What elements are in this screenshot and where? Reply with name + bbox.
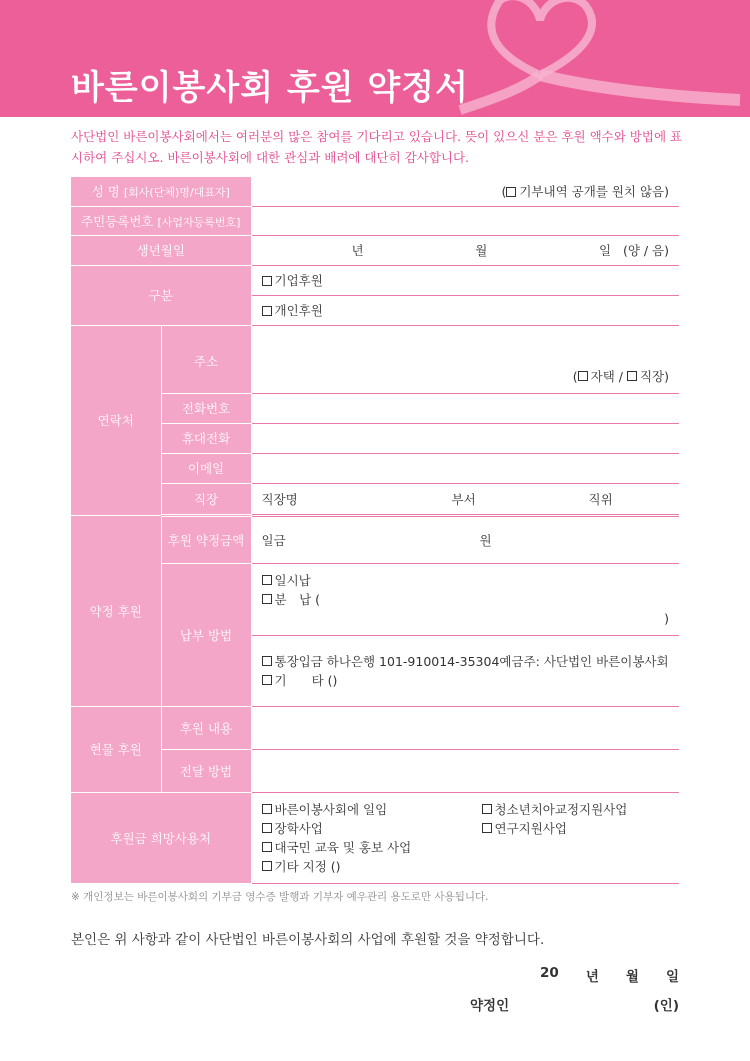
job-label: 직장 xyxy=(161,483,251,515)
contact-label: 연락처 xyxy=(71,325,161,515)
signer-line[interactable] xyxy=(470,994,679,1014)
address-label: 주소 xyxy=(161,325,251,393)
usage-option-checkbox[interactable] xyxy=(482,804,492,814)
other-payment-checkbox[interactable] xyxy=(262,675,272,685)
email-label: 이메일 xyxy=(161,453,251,483)
installment-checkbox[interactable] xyxy=(262,594,272,604)
type-corporate-option[interactable]: 기업후원 xyxy=(251,265,679,295)
payment-bank-field[interactable]: 통장입금 하나은행 101-910014-35304예금주: 사단법인 바른이봉사회 기 타 () xyxy=(251,635,679,706)
signature-date[interactable]: 20 년 월 일 xyxy=(540,965,679,985)
email-field[interactable] xyxy=(251,453,679,483)
id-label: 주민등록번호 [사업자등록번호] xyxy=(71,206,251,235)
heart-ribbon-icon xyxy=(440,0,750,117)
usage-option-checkbox[interactable] xyxy=(262,842,272,852)
type-label: 구분 xyxy=(71,265,251,325)
usage-option-checkbox[interactable] xyxy=(262,861,272,871)
payment-installment-field[interactable]: 일시납 분 납 ( ) xyxy=(251,563,679,635)
phone-field[interactable] xyxy=(251,393,679,423)
intro-text: 사단법인 바른이봉사회에서는 여러분의 많은 참여를 기다리고 있습니다. 뜻이 있으신 분은 후원 액수와 방법에 표시하여 주십시오. 바른이봉사회에 대한 관심과 배려에 대단히 감사합니다. xyxy=(71,129,683,165)
birth-field[interactable]: 년 월 일 (양 / 음) xyxy=(251,235,679,265)
work-checkbox[interactable] xyxy=(627,371,637,381)
id-field[interactable] xyxy=(251,206,679,235)
name-field[interactable]: ( 기부내역 공개를 원치 않음) xyxy=(251,177,679,206)
pledge-statement: 본인은 위 사항과 같이 사단법인 바른이봉사회의 사업에 후원할 것을 약정합니다. xyxy=(71,932,545,948)
inkind-content-field[interactable] xyxy=(251,706,679,749)
bank-transfer-checkbox[interactable] xyxy=(262,656,272,666)
usage-label: 후원금 희망사용처 xyxy=(71,792,251,883)
type-personal-option[interactable]: 개인후원 xyxy=(251,295,679,325)
pledge-label: 약정 후원 xyxy=(71,515,161,706)
inkind-delivery-field[interactable] xyxy=(251,749,679,792)
usage-option-checkbox[interactable] xyxy=(482,823,492,833)
inkind-delivery-label: 전달 방법 xyxy=(161,749,251,792)
no-disclosure-checkbox[interactable] xyxy=(506,187,516,197)
seal-mark: (인) xyxy=(653,998,679,1014)
inkind-content-label: 후원 내용 xyxy=(161,706,251,749)
page-title: 바른이봉사회 후원 약정서 xyxy=(71,68,469,108)
mobile-label: 휴대전화 xyxy=(161,423,251,453)
home-checkbox[interactable] xyxy=(578,371,588,381)
usage-field[interactable]: 바른이봉사회에 일임 청소년치아교정지원사업 장학사업 연구지원사업 대국민 교육 및 홍보 사업 기타 지정 () xyxy=(251,792,679,883)
job-field[interactable]: 직장명 부서 직위 xyxy=(251,483,679,515)
phone-label: 전화번호 xyxy=(161,393,251,423)
personal-checkbox[interactable] xyxy=(262,306,272,316)
header-banner xyxy=(0,0,750,117)
name-label: 성 명 [회사(단체)명/대표자] xyxy=(71,177,251,206)
corporate-checkbox[interactable] xyxy=(262,276,272,286)
usage-option-checkbox[interactable] xyxy=(262,823,272,833)
birth-label: 생년월일 xyxy=(71,235,251,265)
signer-label: 약정인 xyxy=(470,998,510,1014)
privacy-note: ※ 개인정보는 바른이봉사회의 기부금 영수증 발행과 기부자 예우관리 용도로만 사용됩니다. xyxy=(71,891,489,903)
lump-sum-checkbox[interactable] xyxy=(262,575,272,585)
amount-label: 후원 약정금액 xyxy=(161,515,251,563)
address-field[interactable]: ( 자택 / 직장) xyxy=(251,325,679,393)
pledge-form-table xyxy=(71,177,679,884)
usage-option-checkbox[interactable] xyxy=(262,804,272,814)
amount-field[interactable]: 일금 원 xyxy=(251,515,679,563)
payment-label: 납부 방법 xyxy=(161,563,251,706)
mobile-field[interactable] xyxy=(251,423,679,453)
inkind-label: 현물 후원 xyxy=(71,706,161,792)
